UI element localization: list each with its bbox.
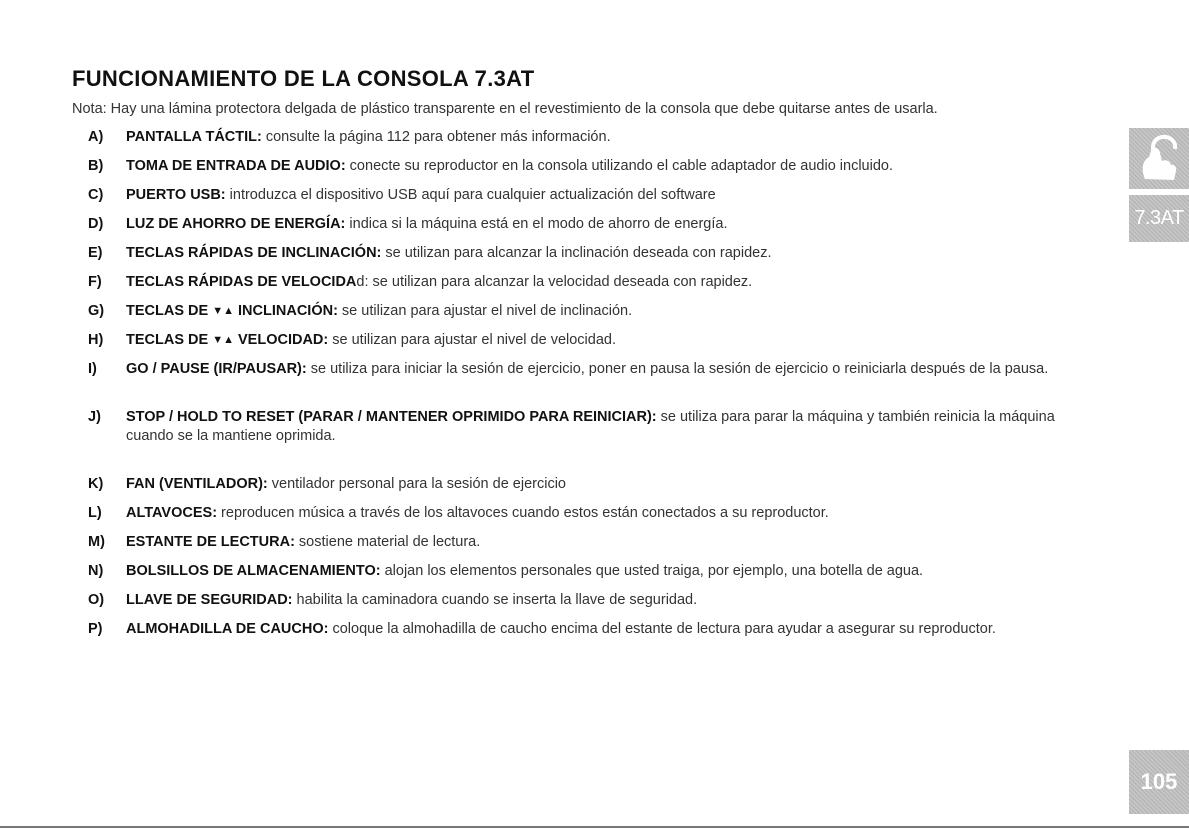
page-title: FUNCIONAMIENTO DE LA CONSOLA 7.3AT bbox=[72, 66, 535, 91]
item-letter: E) bbox=[88, 245, 103, 261]
item-body bbox=[126, 157, 1088, 176]
item-description: habilita la caminadora cuando se inserta la llave de seguridad. bbox=[292, 592, 698, 608]
item-body bbox=[126, 475, 1088, 494]
feature-item bbox=[88, 591, 1088, 610]
item-description: sostiene material de lectura. bbox=[294, 534, 481, 550]
item-description: se utilizan para ajustar el nivel de velocidad. bbox=[328, 332, 616, 348]
item-body bbox=[126, 215, 1088, 234]
item-body bbox=[126, 591, 1088, 610]
feature-item bbox=[88, 302, 1088, 321]
item-letter: O) bbox=[88, 592, 105, 608]
item-body bbox=[126, 244, 1088, 263]
feature-item bbox=[88, 331, 1088, 350]
item-body bbox=[126, 620, 1088, 639]
item-body bbox=[126, 562, 1088, 581]
item-letter: J) bbox=[88, 409, 101, 425]
down-up-arrow-icons: ▼▲ bbox=[212, 334, 234, 346]
item-letter: N) bbox=[88, 563, 104, 579]
item-label: LLAVE DE SEGURIDAD: bbox=[126, 592, 293, 608]
feature-item bbox=[88, 215, 1088, 234]
item-description: se utiliza para iniciar la sesión de ejercicio, poner en pausa la sesión de ejercicio o reiniciarla después de la pausa. bbox=[306, 361, 1049, 377]
bottom-rule bbox=[0, 826, 1189, 828]
item-letter: P) bbox=[88, 621, 103, 637]
hand-touch-icon bbox=[1129, 128, 1189, 189]
feature-item bbox=[88, 128, 1088, 147]
feature-item bbox=[88, 360, 1088, 379]
item-label: STOP / HOLD TO RESET (PARAR / MANTENER OPRIMIDO PARA REINICIAR): bbox=[126, 409, 657, 425]
item-description: consulte la página 112 para obtener más información. bbox=[261, 129, 611, 145]
item-letter: D) bbox=[88, 216, 104, 232]
item-letter: K) bbox=[88, 476, 104, 492]
feature-item bbox=[88, 562, 1088, 581]
item-body bbox=[126, 128, 1088, 147]
item-body bbox=[126, 504, 1088, 523]
item-label-suffix: VELOCIDAD: bbox=[238, 332, 329, 348]
item-description: alojan los elementos personales que usted traiga, por ejemplo, una botella de agua. bbox=[380, 563, 924, 579]
item-label: TECLAS DE bbox=[126, 332, 209, 348]
feature-item bbox=[88, 408, 1088, 446]
feature-item bbox=[88, 273, 1088, 292]
item-letter: G) bbox=[88, 303, 105, 319]
item-body bbox=[126, 273, 1088, 292]
item-letter: L) bbox=[88, 505, 102, 521]
item-letter: C) bbox=[88, 187, 104, 203]
item-body bbox=[126, 360, 1088, 379]
model-side-tab: 7.3AT bbox=[1129, 195, 1189, 242]
item-label: LUZ DE AHORRO DE ENERGÍA: bbox=[126, 216, 346, 232]
item-description: se utilizan para alcanzar la inclinación deseada con rapidez. bbox=[381, 245, 772, 261]
feature-item bbox=[88, 504, 1088, 523]
item-body bbox=[126, 331, 1088, 350]
item-label: TECLAS RÁPIDAS DE VELOCIDA bbox=[126, 274, 357, 290]
item-label-suffix: INCLINACIÓN: bbox=[238, 303, 338, 319]
item-letter: M) bbox=[88, 534, 105, 550]
page-number: 105 bbox=[1129, 750, 1189, 814]
item-letter: H) bbox=[88, 332, 104, 348]
item-description: indica si la máquina está en el modo de ahorro de energía. bbox=[345, 216, 728, 232]
item-description: ventilador personal para la sesión de ejercicio bbox=[267, 476, 566, 492]
item-label: BOLSILLOS DE ALMACENAMIENTO: bbox=[126, 563, 381, 579]
touch-gesture-tab bbox=[1129, 128, 1189, 189]
item-letter: I) bbox=[88, 361, 97, 377]
item-description: coloque la almohadilla de caucho encima del estante de lectura para ayudar a asegurar su reproductor. bbox=[328, 621, 996, 637]
item-description: se utiliza para parar la máquina y también reinicia la máquina cuando se la mantiene oprimida. bbox=[126, 409, 1055, 444]
item-label: PANTALLA TÁCTIL: bbox=[126, 129, 262, 145]
feature-item bbox=[88, 620, 1088, 639]
item-letter: B) bbox=[88, 158, 104, 174]
feature-item bbox=[88, 157, 1088, 176]
item-description: se utilizan para ajustar el nivel de inclinación. bbox=[337, 303, 633, 319]
item-label: FAN (VENTILADOR): bbox=[126, 476, 268, 492]
feature-item bbox=[88, 475, 1088, 494]
item-label: TECLAS DE bbox=[126, 303, 209, 319]
item-body bbox=[126, 408, 1088, 446]
item-label: PUERTO USB: bbox=[126, 187, 226, 203]
item-description: conecte su reproductor en la consola utilizando el cable adaptador de audio incluido. bbox=[345, 158, 893, 174]
protective-film-note: Nota: Hay una lámina protectora delgada de plástico transparente en el revestimiento de la consola que debe quitarse antes de usarla. bbox=[72, 101, 938, 117]
item-label: ALMOHADILLA DE CAUCHO: bbox=[126, 621, 329, 637]
item-description: introduzca el dispositivo USB aquí para cualquier actualización del software bbox=[225, 187, 716, 203]
feature-item bbox=[88, 186, 1088, 205]
item-body bbox=[126, 186, 1088, 205]
item-body bbox=[126, 302, 1088, 321]
console-feature-list bbox=[88, 128, 1088, 639]
item-body bbox=[126, 533, 1088, 552]
item-label: TECLAS RÁPIDAS DE INCLINACIÓN: bbox=[126, 245, 382, 261]
feature-item bbox=[88, 533, 1088, 552]
item-label: GO / PAUSE (IR/PAUSAR): bbox=[126, 361, 307, 377]
item-letter: A) bbox=[88, 129, 104, 145]
item-label: TOMA DE ENTRADA DE AUDIO: bbox=[126, 158, 346, 174]
item-description: d: se utilizan para alcanzar la velocidad deseada con rapidez. bbox=[356, 274, 753, 290]
item-description: reproducen música a través de los altavoces cuando estos están conectados a su reproductor. bbox=[217, 505, 829, 521]
feature-item bbox=[88, 244, 1088, 263]
item-letter: F) bbox=[88, 274, 102, 290]
item-label: ESTANTE DE LECTURA: bbox=[126, 534, 295, 550]
down-up-arrow-icons: ▼▲ bbox=[212, 305, 234, 317]
item-label: ALTAVOCES: bbox=[126, 505, 218, 521]
